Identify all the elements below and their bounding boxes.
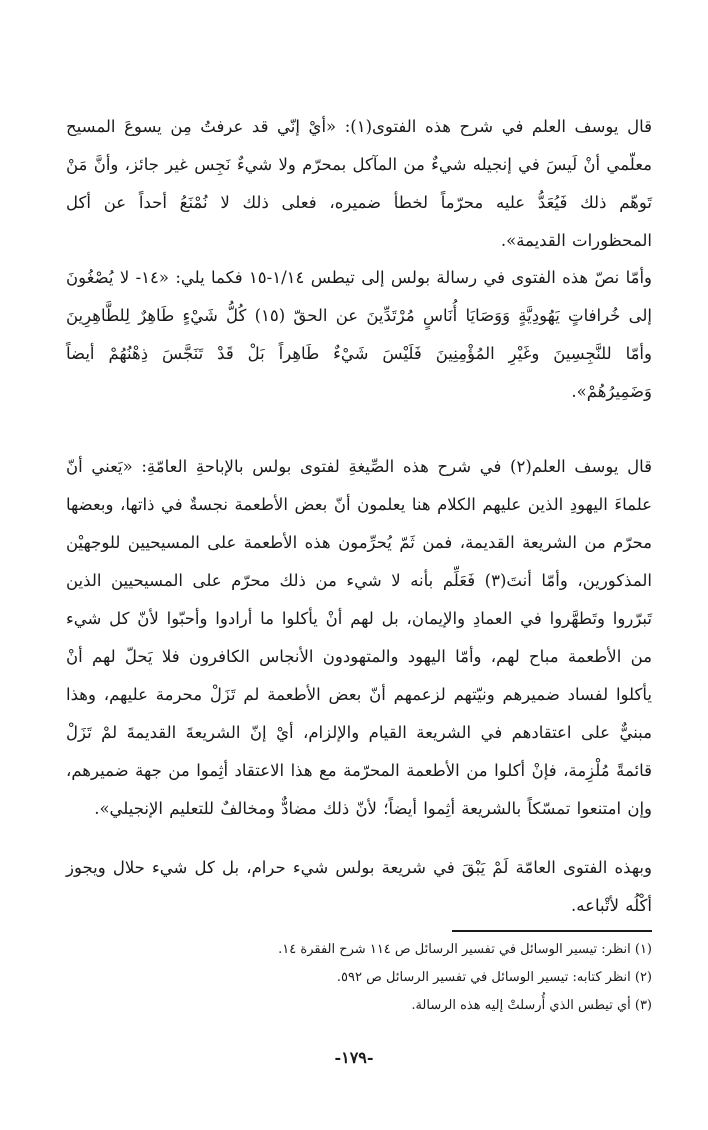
footnotes xyxy=(66,936,652,1020)
footnote-3: (٣) أي تيطس الذي أُرسلتْ إليه هذه الرسالة. xyxy=(411,998,652,1013)
footnote-2: (٢) انظر كتابه: تيسير الوسائل في تفسير الرسائل ص ٥٩٢. xyxy=(336,970,652,985)
page-number: -١٧٩- xyxy=(334,1048,374,1067)
footnote-1: (١) انظر: تيسير الوسائل في تفسير الرسائل ص ١١٤ شرح الفقرة ١٤. xyxy=(278,942,652,957)
paragraph-3: قال يوسف العلم(٢) في شرح هذه الصِّيغةِ لفتوى بولس بالإباحةِ العامّةِ: «يَعني أنّ علماءَ اليهودِ الذين عليهم الكلام هنا يعلمون أنّ بعض الأطعمة نجسةٌ في ذاتها، وبعضها محرّم من الشريعة القديمة، فمن ثَمّ يُحرِّمون هذه الأطعمة على المسيحيين للوجهيْن المذكورين، وأمّا أنتَ(٣) فَعَلِّم بأنه لا شيء من ذلك محرّم على المسيحيين الذين تَبرّروا وتَطهَّروا في العمادِ والإيمان، بل لهم أنْ يأكلوا ما أرادوا وأحبّوا لأنّ كل شيء من الأطعمة مباح لهم، وأمّا اليهود والمتهودون الأنجاس الكافرون فلا يَحلّ لهم أنْ يأكلوا لفساد ضميرهم ونيّتهم لزعمهم أنّ بعض الأطعمة لم تَزَلْ محرمة عليهم، وهذا مبنيٌّ على اعتقادهم في الشريعة القيام والإلزام، أيْ إنّ الشريعةَ القديمةَ لمْ تَزَلْ قائمةً مُلْزِمة، فإنْ أكلوا من الأطعمة المحرّمة مع هذا الاعتقاد أثِموا من جهة ضميرهم، وإن امتنعوا تمسّكاً بالشريعة أثِموا أيضاً؛ لأنّ ذلك مضادٌّ ومخالفٌ للتعليم الإنجيلي». xyxy=(66,456,652,818)
footnote-separator xyxy=(452,930,652,932)
paragraph-1: قال يوسف العلم في شرح هذه الفتوى(١): «أيْ إنّي قد عرفتُ مِن يسوعَ المسيح معلّمي أنْ لَيسَ في إنجيله شيءٌ من المآكل بمحرّم ولا شيءٌ نَجِس غير جائز، وأنَّ مَنْ تَوهّم ذلك فَيُعَدُّ عليه محرّماً لخطأ ضميره، فعلى ذلك لا نُمْنَعُ أحداً عن أكل المحظورات القديمة». xyxy=(66,116,652,250)
paragraph-2: وأمّا نصّ هذه الفتوى في رسالة بولس إلى تيطس ١/١٤-١٥ فكما يلي: «١٤- لا يُصْغُونَ إلى خُرافاتٍ يَهُودِيَّةٍ وَوَصَايَا أُنَاسٍ مُرْتَدِّينَ عن الحقّ (١٥) كُلُّ شَيْءٍ طَاهِرٌ لِلطَّاهِرِينَ وأمّا للنَّجِسِينَ وغَيْرِ المُؤْمِنِينَ فَلَيْسَ شَيْءٌ طَاهِراً بَلْ قَدْ تَنَجَّسَ ذِهْنُهُمْ أيضاً وَضَمِيرُهُمْ». xyxy=(66,267,652,401)
paragraph-4: وبهذه الفتوى العامّة لَمْ يَبْقَ في شريعة بولس شيء حرام، بل كل شيء حلال ويجوز أكْلُه لأتْباعه. xyxy=(66,857,652,915)
